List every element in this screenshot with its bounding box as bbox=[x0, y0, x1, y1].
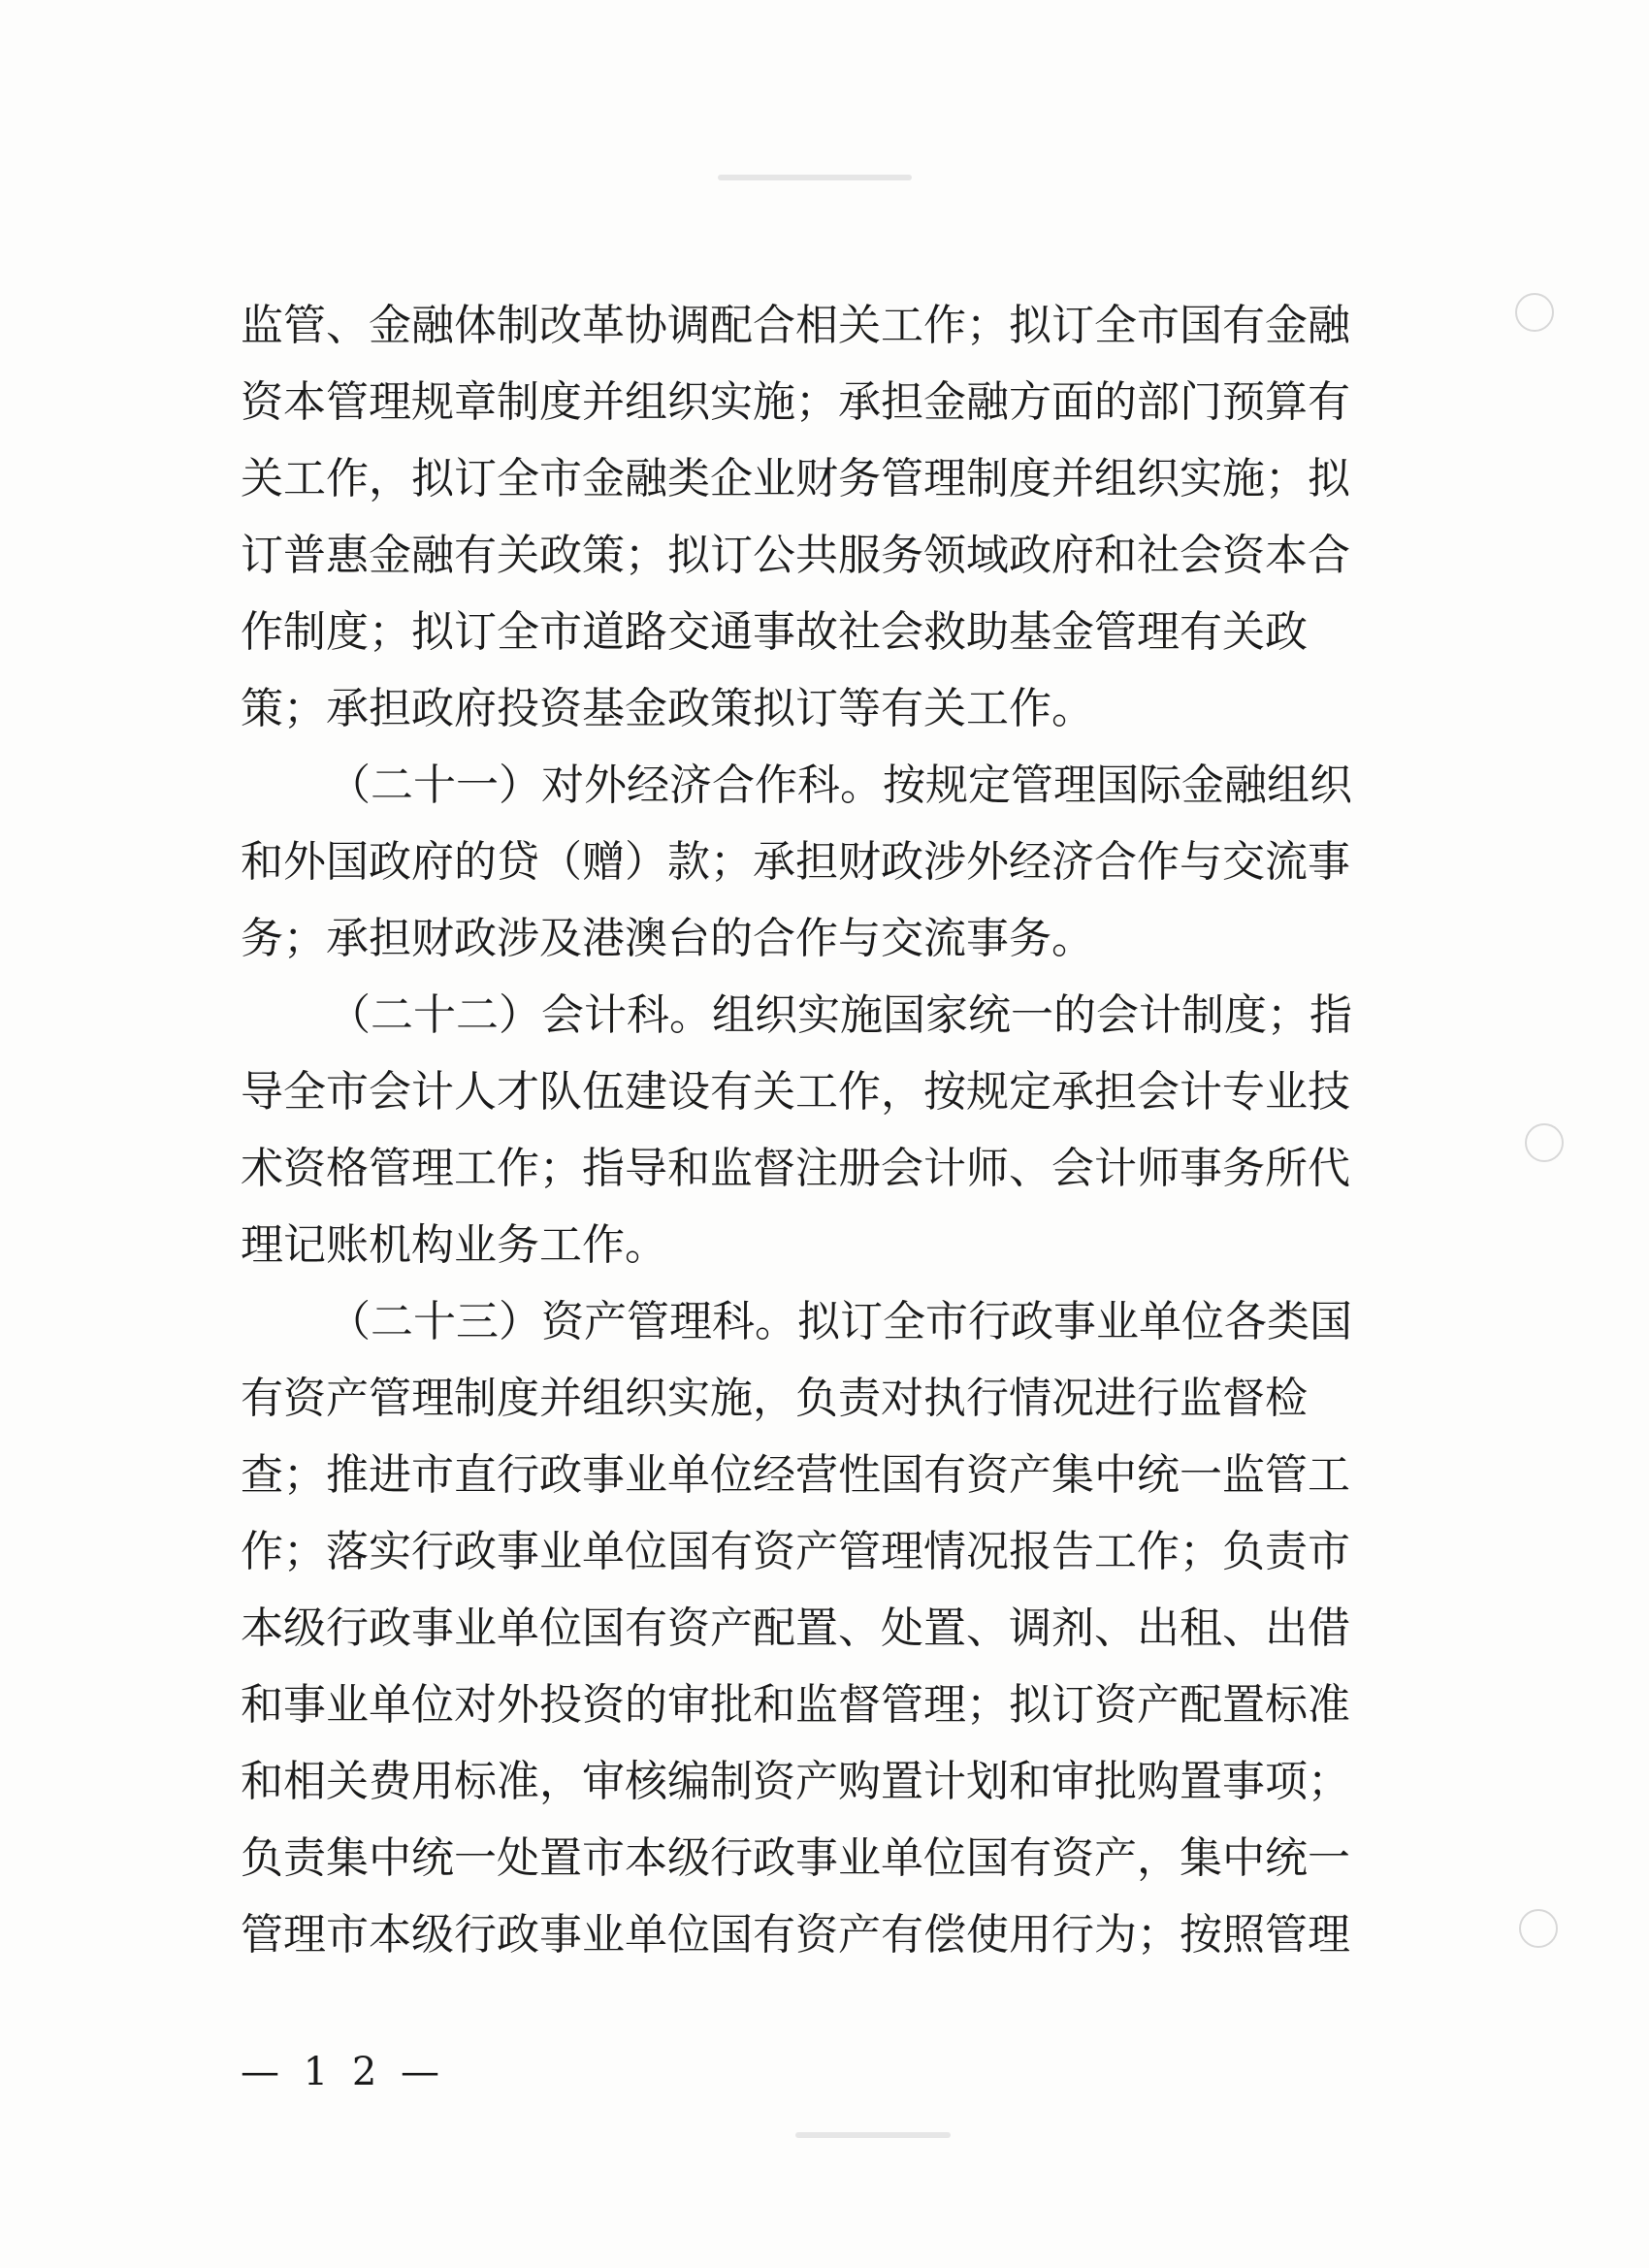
text-line: 策；承担政府投资基金政策拟订等有关工作。 bbox=[241, 684, 1094, 733]
text-line: 订普惠金融有关政策；拟订公共服务领域政府和社会资本合 bbox=[241, 531, 1350, 580]
page-number: — 1 2 — bbox=[241, 2050, 446, 2094]
punch-hole-mark bbox=[1519, 1909, 1558, 1948]
text-line: 理记账机构业务工作。 bbox=[241, 1220, 667, 1270]
text-line: 关工作，拟订全市金融类企业财务管理制度并组织实施；拟 bbox=[241, 454, 1350, 503]
text-line: 务；承担财政涉及港澳台的合作与交流事务。 bbox=[241, 914, 1094, 963]
text-line: 和外国政府的贷（赠）款；承担财政涉外经济合作与交流事 bbox=[241, 837, 1350, 887]
text-line: 管理市本级行政事业单位国有资产有偿使用行为；按照管理 bbox=[241, 1910, 1350, 1960]
text-line: 导全市会计人才队伍建设有关工作，按规定承担会计专业技 bbox=[241, 1067, 1350, 1117]
text-line: 和事业单位对外投资的审批和监督管理；拟订资产配置标准 bbox=[241, 1680, 1350, 1730]
paragraph-heading-line: （二十一）对外经济合作科。按规定管理国际金融组织 bbox=[328, 761, 1352, 810]
text-line: 资本管理规章制度并组织实施；承担金融方面的部门预算有 bbox=[241, 377, 1350, 427]
text-line: 作；落实行政事业单位国有资产管理情况报告工作；负责市 bbox=[241, 1527, 1350, 1576]
text-line: 术资格管理工作；指导和监督注册会计师、会计师事务所代 bbox=[241, 1144, 1350, 1193]
paragraph-heading-line: （二十二）会计科。组织实施国家统一的会计制度；指 bbox=[328, 990, 1352, 1040]
paragraph-heading-line: （二十三）资产管理科。拟订全市行政事业单位各类国 bbox=[328, 1297, 1352, 1346]
text-line: 查；推进市直行政事业单位经营性国有资产集中统一监管工 bbox=[241, 1450, 1350, 1500]
text-line: 监管、金融体制改革协调配合相关工作；拟订全市国有金融 bbox=[241, 301, 1350, 350]
text-line: 本级行政事业单位国有资产配置、处置、调剂、出租、出借 bbox=[241, 1604, 1350, 1653]
scan-smudge bbox=[718, 175, 912, 180]
punch-hole-mark bbox=[1515, 293, 1554, 332]
text-line: 有资产管理制度并组织实施，负责对执行情况进行监督检 bbox=[241, 1374, 1308, 1423]
text-line: 负责集中统一处置市本级行政事业单位国有资产，集中统一 bbox=[241, 1833, 1350, 1883]
scan-smudge bbox=[795, 2132, 951, 2138]
text-line: 作制度；拟订全市道路交通事故社会救助基金管理有关政 bbox=[241, 607, 1308, 657]
text-line: 和相关费用标准，审核编制资产购置计划和审批购置事项； bbox=[241, 1757, 1350, 1806]
punch-hole-mark bbox=[1525, 1123, 1564, 1162]
